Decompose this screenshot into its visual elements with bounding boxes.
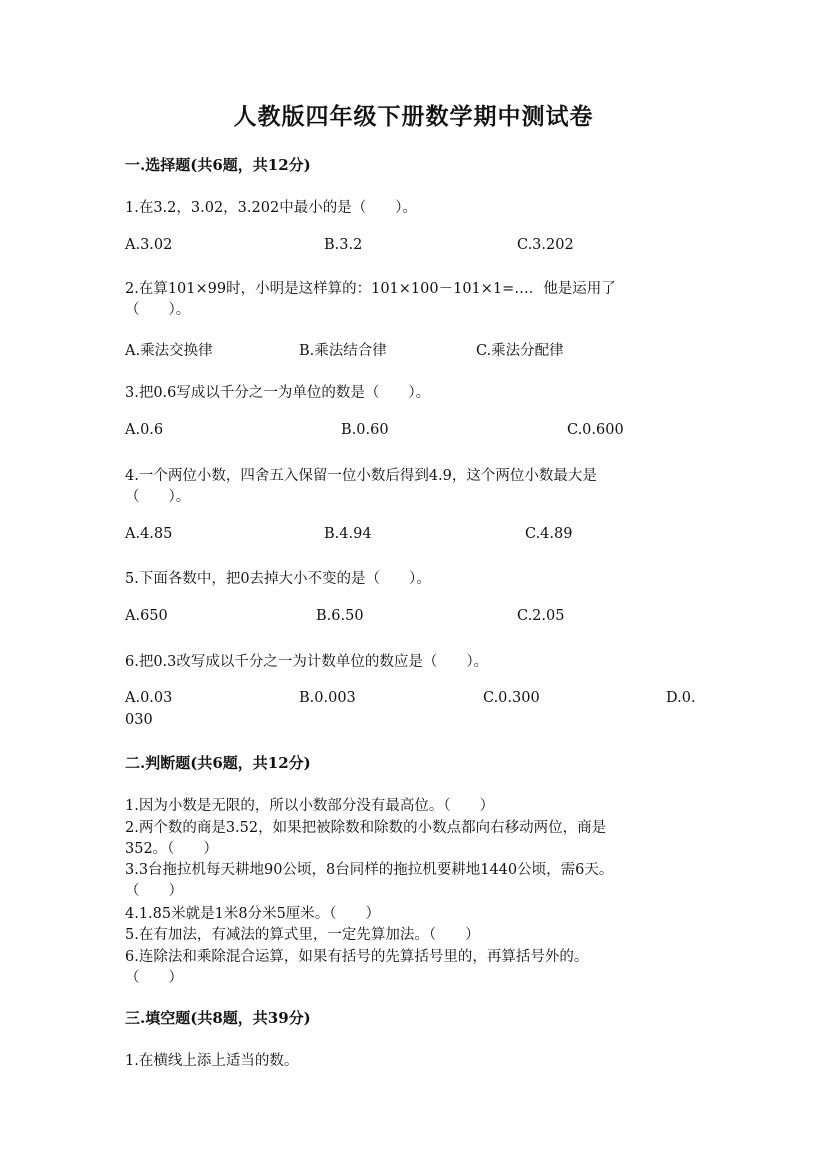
option-b: B.6.50 xyxy=(316,608,364,624)
option-b: B.3.2 xyxy=(324,237,363,253)
question-stem: 6.把0.3改写成以千分之一为计数单位的数应是（ ）。 xyxy=(125,654,489,670)
judge-line: 5.在有加法，有减法的算式里，一定先算加法。（ ） xyxy=(125,927,480,943)
option-a: A.650 xyxy=(125,608,168,624)
fill-line: 1.在横线上添上适当的数。 xyxy=(125,1053,299,1069)
option-b: B.4.94 xyxy=(324,526,372,542)
judge-line: 1.因为小数是无限的，所以小数部分没有最高位。（ ） xyxy=(125,798,495,814)
option-a: A.乘法交换律 xyxy=(125,343,213,359)
question-stem: 2.在算101×99时，小明是这样算的：101×100－101×1=…．他是运用了 xyxy=(125,281,616,297)
section-heading-fill: 三.填空题(共8题，共39分) xyxy=(125,1009,311,1027)
question-stem: 3.把0.6写成以千分之一为单位的数是（ ）。 xyxy=(125,385,431,401)
judge-line: 4.1.85米就是1米8分米5厘米。（ ） xyxy=(125,906,381,922)
question-stem: 4.一个两位小数，四舍五入保留一位小数后得到4.9，这个两位小数最大是 xyxy=(125,468,597,484)
option-a: A.3.02 xyxy=(125,237,173,253)
option-c: C.4.89 xyxy=(525,526,573,542)
option-c: C.0.300 xyxy=(483,690,540,706)
question-stem-cont: （ ）。 xyxy=(125,302,191,318)
option-b: B.0.60 xyxy=(341,422,389,438)
judge-line: （ ） xyxy=(125,970,183,986)
option-a: A.4.85 xyxy=(125,526,173,542)
judge-line: 352。（ ） xyxy=(125,841,218,857)
question-stem: 5.下面各数中，把0去掉大小不变的是（ ）。 xyxy=(125,571,431,587)
option-c: C.3.202 xyxy=(517,237,574,253)
judge-line: 3.3台拖拉机每天耕地90公顷，8台同样的拖拉机要耕地1440公顷，需6天。 xyxy=(125,862,614,878)
option-c: C.2.05 xyxy=(517,608,565,624)
judge-line: 6.连除法和乘除混合运算，如果有括号的先算括号里的，再算括号外的。 xyxy=(125,949,589,965)
option-c: C.0.600 xyxy=(567,422,624,438)
option-d: D.0. xyxy=(666,690,696,706)
question-stem: 1.在3.2，3.02，3.202中最小的是（ ）。 xyxy=(125,200,417,216)
option-a: A.0.03 xyxy=(125,690,173,706)
option-b: B.乘法结合律 xyxy=(299,343,387,359)
judge-line: 2.两个数的商是3.52，如果把被除数和除数的小数点都向右移动两位，商是 xyxy=(125,820,607,836)
option-a: A.0.6 xyxy=(125,422,164,438)
section-heading-judge: 二.判断题(共6题，共12分) xyxy=(125,754,311,772)
question-stem-cont: （ ）。 xyxy=(125,489,191,505)
option-c: C.乘法分配律 xyxy=(476,343,564,359)
option-d-cont: 030 xyxy=(125,712,153,728)
page-title: 人教版四年级下册数学期中测试卷 xyxy=(233,103,594,130)
judge-line: （ ） xyxy=(125,883,183,899)
option-b: B.0.003 xyxy=(299,690,356,706)
section-heading-choice: 一.选择题(共6题，共12分) xyxy=(125,156,311,174)
